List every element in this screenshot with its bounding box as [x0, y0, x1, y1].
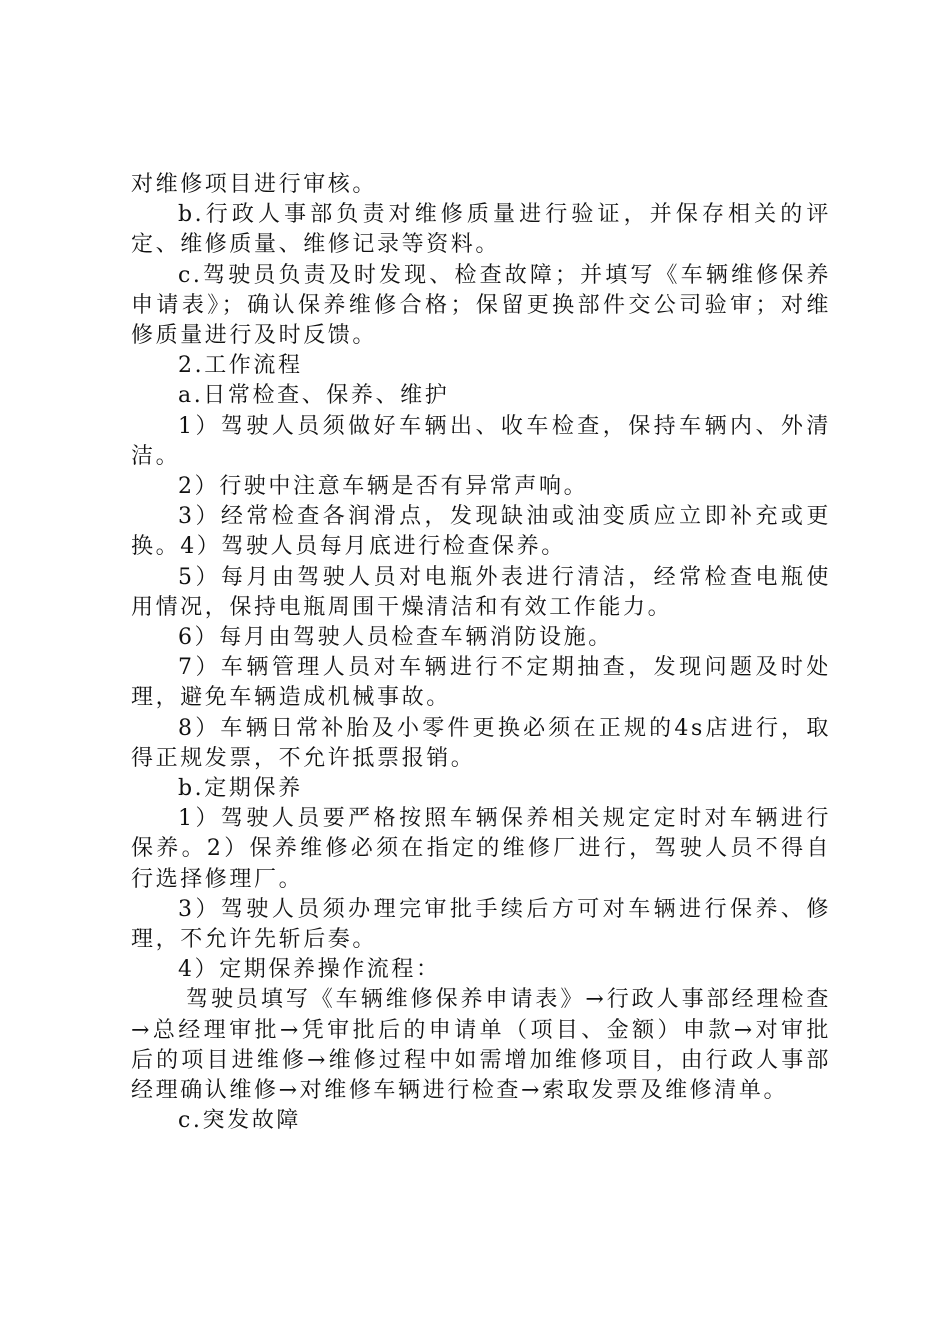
list-item-1: 1）驾驶人员须做好车辆出、收车检查，保持车辆内、外清洁。: [131, 413, 831, 469]
list-item-8: 8）车辆日常补胎及小零件更换必须在正规的4s店进行，取得正规发票，不允许抵票报销。: [131, 715, 831, 771]
list-item-3-4: 3）经常检查各润滑点，发现缺油或油变质应立即补充或更换。4）驾驶人员每月底进行检查保养。: [131, 504, 831, 560]
list-item-5: 5）每月由驾驶人员对电瓶外表进行清洁，经常检查电瓶使用情况，保持电瓶周围干燥清洁和有效工作能力。: [131, 564, 831, 620]
list-item-7: 7）车辆管理人员对车辆进行不定期抽查，发现问题及时处理，避免车辆造成机械事故。: [131, 655, 831, 711]
list-item-3-regular: 3）驾驶人员须办理完审批手续后方可对车辆进行保养、修理，不允许先斩后奏。: [131, 896, 831, 953]
subheading-daily-maintenance: a.日常检查、保养、维护: [178, 383, 450, 409]
subheading-sudden-failure: c.突发故障: [178, 1108, 301, 1134]
paragraph-item-c-driver-duties: c.驾驶员负责及时发现、检查故障；并填写《车辆维修保养申请表》；确认保养维修合格；保留更换部件交公司验审；对维修质量进行及时反馈。: [131, 262, 831, 349]
section-heading-workflow: 2.工作流程: [178, 353, 303, 379]
subheading-regular-maintenance: b.定期保养: [178, 776, 303, 802]
paragraph-maintenance-procedure: 驾驶员填写《车辆维修保养申请表》→行政人事部经理检查→总经理审批→凭审批后的申请单（项目、金额）申款→对审批后的项目进维修→维修过程中如需增加维修项目，由行政人事部经理确认维修→对维修车辆进行检查→索取发票及维修清单。: [131, 987, 831, 1104]
list-item-6: 6）每月由驾驶人员检查车辆消防设施。: [178, 625, 613, 651]
document-body: [131, 170, 831, 1137]
list-item-2: 2）行驶中注意车辆是否有异常声响。: [178, 474, 589, 500]
list-item-1-2-regular: 1）驾驶人员要严格按照车辆保养相关规定定时对车辆进行保养。2）保养维修必须在指定的维修厂进行，驾驶人员不得自行选择修理厂。: [131, 806, 831, 892]
paragraph-item-b-admin-verification: b.行政人事部负责对维修质量进行验证，并保存相关的评定、维修质量、维修记录等资料。: [131, 202, 831, 258]
paragraph-continuation: 对维修项目进行审核。: [131, 172, 378, 197]
list-item-4-regular: 4）定期保养操作流程：: [178, 957, 441, 983]
